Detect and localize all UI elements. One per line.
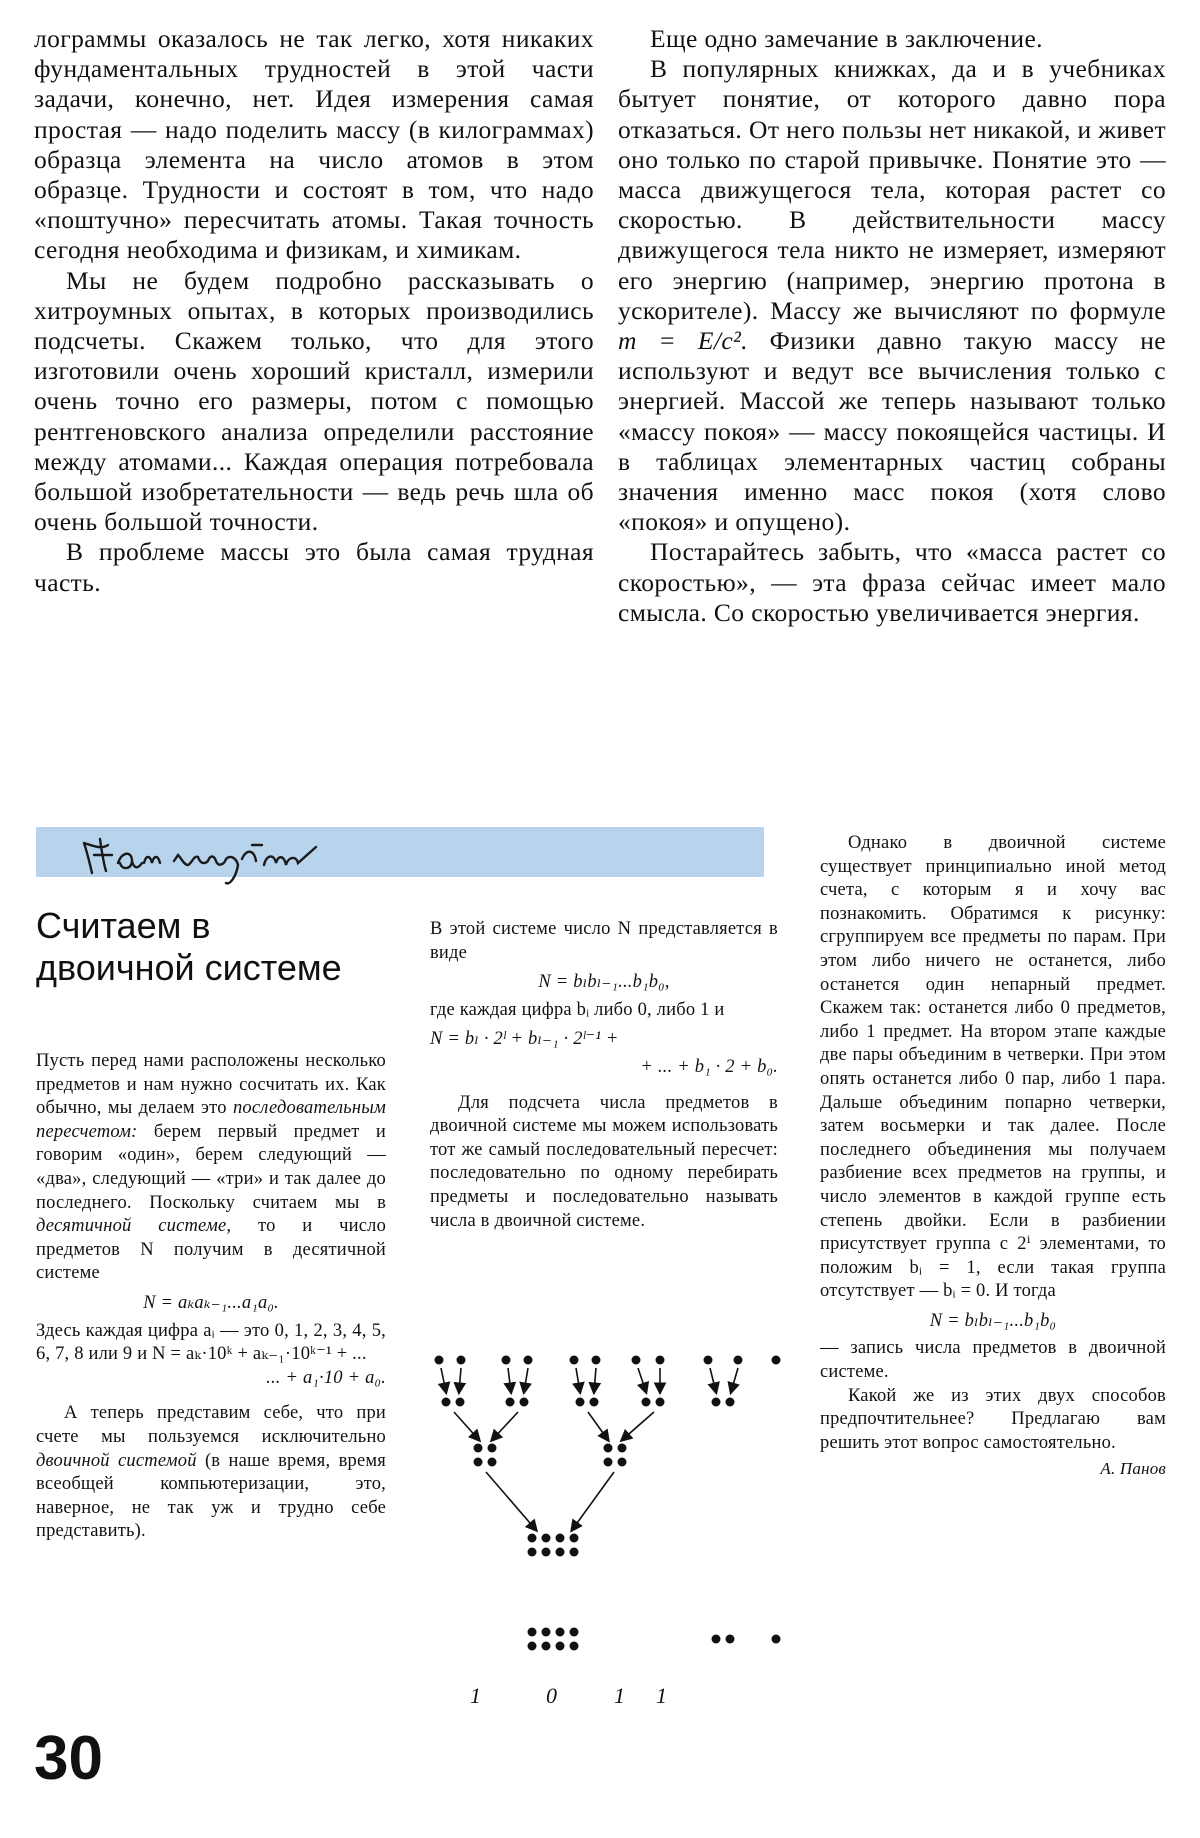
row-4-eight — [528, 1534, 579, 1557]
paragraph-text: то и число предметов N получим в десятичной системе — [36, 1216, 387, 1284]
article-column-2 — [430, 918, 778, 1233]
paragraph — [618, 54, 1166, 537]
paragraph: Мы не будем подробно рассказывать о хитроумных опытах, в которых производились подсчеты. Скажем только, что для этого изготовили очень хороший кристалл, измерили очень точно его размеры, потом с помощью рентгеновского анализа определили расстояние между атомами... Каждая операция потребовала большой изобретательности — ведь речь шла об очень большой точности. — [34, 265, 594, 537]
row-1-items — [435, 1356, 781, 1365]
top-right-column — [618, 24, 1166, 628]
paragraph: Какой же из этих двух способов предпочтительнее? Предлагаю вам решить этот вопрос самостоятельно. — [820, 1385, 1166, 1453]
article-column-1 — [36, 1050, 386, 1544]
grouping-arrows — [441, 1368, 738, 1530]
paragraph-text: Пусть перед нами расположены несколько предметов и нам нужно сосчитать их. Как обычно, мы делаем это — [36, 1051, 386, 1119]
paragraph — [36, 1050, 386, 1286]
article-heading: Считаем в двоичной системе — [36, 905, 342, 988]
emphasis: десятичной системе, — [36, 1216, 232, 1237]
binary-digit: 1 — [656, 1683, 667, 1708]
page-number: 30 — [34, 1724, 103, 1793]
paragraph-text: (в наше время, время всеобщей компьютеризации, это, наверное, не так уж и трудно себе представить). — [36, 1450, 386, 1542]
paragraph: Постарайтесь забыть, что «масса растет со скоростью», — эта фраза сейчас имеет мало смысла. Со скоростью увеличивается энергия. — [618, 537, 1166, 627]
paragraph-text: А теперь представим себе, что при счете мы пользуемся исключительно — [36, 1403, 386, 1447]
paragraph: В проблеме массы это была самая трудная часть. — [34, 537, 594, 597]
paragraph — [36, 1402, 386, 1544]
formula: + ... + b₁ · 2 + b₀. — [640, 1056, 778, 1077]
binary-digit: 0 — [546, 1683, 557, 1708]
row-3-fours — [474, 1444, 627, 1467]
paragraph: лограммы оказалось не так легко, хотя никаких фундаментальных трудностей в этой части задачи, конечно, нет. Идея измерения самая простая — надо поделить массу (в килограммах) образца элемента на число атомов в этом образце. Трудности и состоят в том, что надо «поштучно» пересчитать атомы. Такая точность сегодня необходима и физикам, и химикам. — [34, 24, 594, 265]
emphasis: последовательным пересчетом: — [36, 1098, 387, 1142]
paragraph: Для подсчета числа предметов в двоичной системе мы можем использовать тот же самый последовательный пересчет: последовательно по одному перебирать предметы и последовательно называть числа в двоичной системе. — [430, 1092, 778, 1231]
formula: N = bₗ · 2ˡ + bₗ₋₁ · 2ˡ⁻¹ + — [430, 1029, 619, 1050]
binary-digit: 1 — [614, 1683, 625, 1708]
emphasis: двоичной системой — [36, 1450, 197, 1471]
paragraph-text: Физики давно такую массу не используют и ведут все вычисления только с энергией. Массой же теперь называют только «массу покоя» — массу покоящейся частицы. И в таблицах элементарных частиц собраны значения именно масс покоя (хотя слово «покоя» и опущено). — [618, 326, 1166, 537]
formula: N = aₖaₖ₋₁...a₁a₀. — [143, 1292, 279, 1313]
paragraph: где каждая цифра bᵢ либо 0, либо 1 и — [430, 999, 725, 1020]
paragraph-text: В популярных книжках, да и в учебниках бытует понятие, от которого давно пора отказаться. От него пользы нет никакой, и живет оно только по старой привычке. Понятие это — масса движущегося тела, которая растет со скоростью. В действительности массу движущегося тела никто не измеряет, измеряют его энергию (например, энергию протона в ускорителе). Массу же вычисляют по формуле — [618, 54, 1166, 325]
row-2-pairs — [442, 1398, 735, 1407]
formula: N = bₗbₗ₋₁...b₁b₀, — [538, 972, 670, 993]
binary-grouping-diagram — [424, 1348, 794, 1678]
paragraph: Здесь каждая цифра aᵢ — это 0, 1, 2, 3, 4, 5, 6, 7, 8 или 9 и N = aₖ·10ᵏ + aₖ₋₁·10ᵏ⁻¹ + ... — [36, 1320, 386, 1365]
formula: ... + a₁·10 + a₀. — [266, 1367, 386, 1388]
author-signature: А. Панов — [1100, 1459, 1166, 1479]
formula: m = E/c². — [618, 326, 748, 356]
paragraph-text: берем первый предмет и говорим «один», берем следующий — «два», следующий — «три» и так далее до последнего. Поскольку считаем мы в — [36, 1121, 387, 1213]
binary-digit: 1 — [470, 1683, 481, 1708]
top-left-column — [34, 24, 594, 598]
formula: N = bₗbₗ₋₁...b₁b₀ — [929, 1310, 1057, 1331]
final-pair-and-single — [712, 1635, 781, 1644]
article-column-3 — [820, 832, 1166, 1481]
handwritten-title-icon — [66, 825, 366, 885]
paragraph: Еще одно замечание в заключение. — [650, 24, 1043, 53]
section-banner — [36, 827, 764, 877]
paragraph: В этой системе число N представляется в виде — [430, 919, 778, 963]
paragraph: Однако в двоичной системе существует принципиально иной метод счета, с которым я и хочу вас познакомить. Обратимся к рисунку: сгруппируем все предметы по парам. При этом либо ничего не останется, либо останется один непарный предмет. Скажем так: останется либо 0 предметов, либо 1 предмет. На втором этапе каждые две пары объединим в четверки. При этом опять останется либо 0 пар, либо 1 пара. Дальше объединим попарно четверки, затем восьмерки и так далее. После последнего объединения мы получаем разбиение всех предметов на группы, и число элементов в каждой группе есть степень двойки. Если в разбиении присутствует группа с 2ⁱ элементами, то положим bᵢ = 1, если такая группа отсутствует — bᵢ = 0. И тогда — [820, 833, 1166, 1302]
paragraph: — запись числа предметов в двоичной системе. — [820, 1338, 1166, 1383]
final-eight — [528, 1628, 579, 1651]
